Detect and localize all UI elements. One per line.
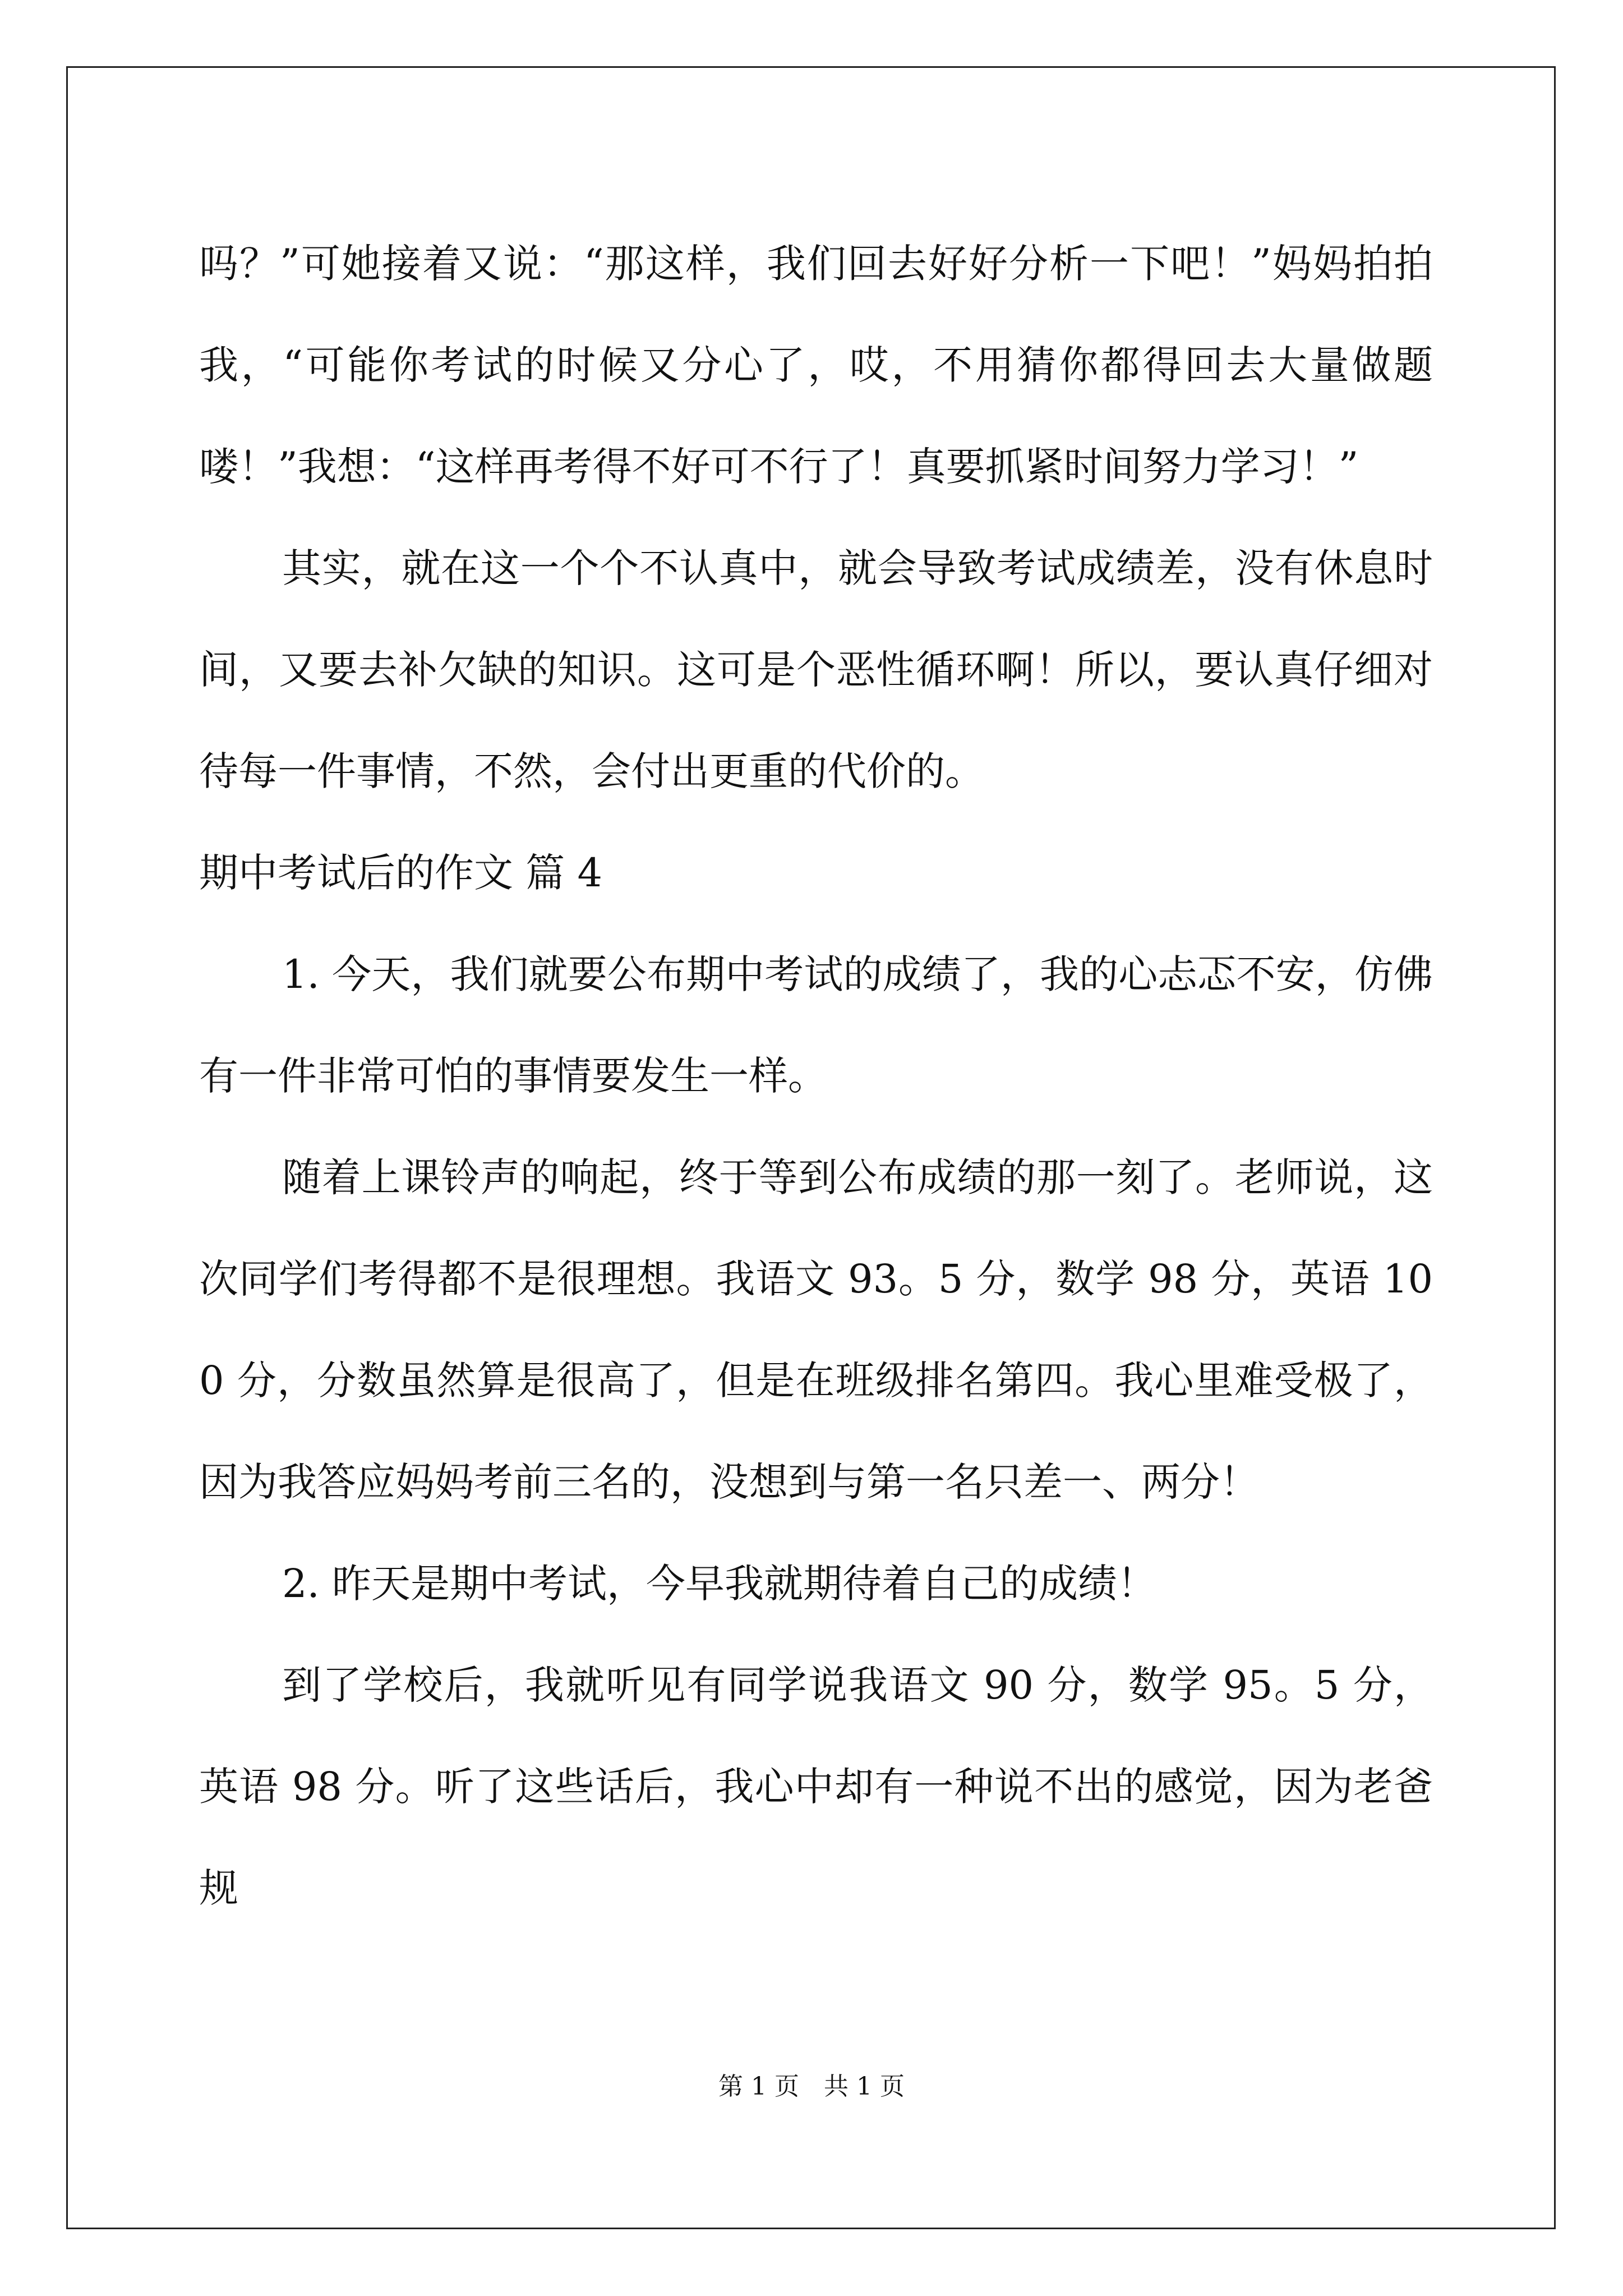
paragraph-scores-1: 随着上课铃声的响起，终于等到公布成绩的那一刻了。老师说，这次同学们考得都不是很理想。我语文 93。5 分，数学 98 分，英语 100 分，分数虽然算是很高了，但是在班级排名第四。我心里难受极了，因为我答应妈妈考前三名的，没想到与第一名只差一、两分！ xyxy=(199,1154,1433,1505)
paragraph-scores-2: 到了学校后，我就听见有同学说我语文 90 分，数学 95。5 分，英语 98 分。听了这些话后，我心中却有一种说不出的感觉，因为老爸规 xyxy=(199,1662,1433,1911)
paragraph-reflection: 其实，就在这一个个不认真中，就会导致考试成绩差，没有休息时间，又要去补欠缺的知识。这可是个恶性循环啊！所以，要认真仔细对待每一件事情，不然，会付出更重的代价的。 xyxy=(199,545,1433,794)
paragraph-item-1: 1. 今天，我们就要公布期中考试的成绩了，我的心忐忑不安，仿佛有一件非常可怕的事情要发生一样。 xyxy=(199,951,1433,1099)
page-footer: 第 1 页 共 1 页 xyxy=(718,2072,905,2101)
section-heading: 期中考试后的作文 篇 4 xyxy=(199,850,603,896)
paragraph-item-2: 2. 昨天是期中考试，今早我就期待着自己的成绩！ xyxy=(282,1561,1157,1607)
document-body xyxy=(199,213,1433,1939)
paragraph-continuation: 吗？”可她接着又说：“那这样，我们回去好好分析一下吧！”妈妈拍拍我，“可能你考试的时候又分心了，哎，不用猜你都得回去大量做题喽！”我想：“这样再考得不好可不行了！真要抓紧时间努力学习！” xyxy=(199,241,1433,490)
